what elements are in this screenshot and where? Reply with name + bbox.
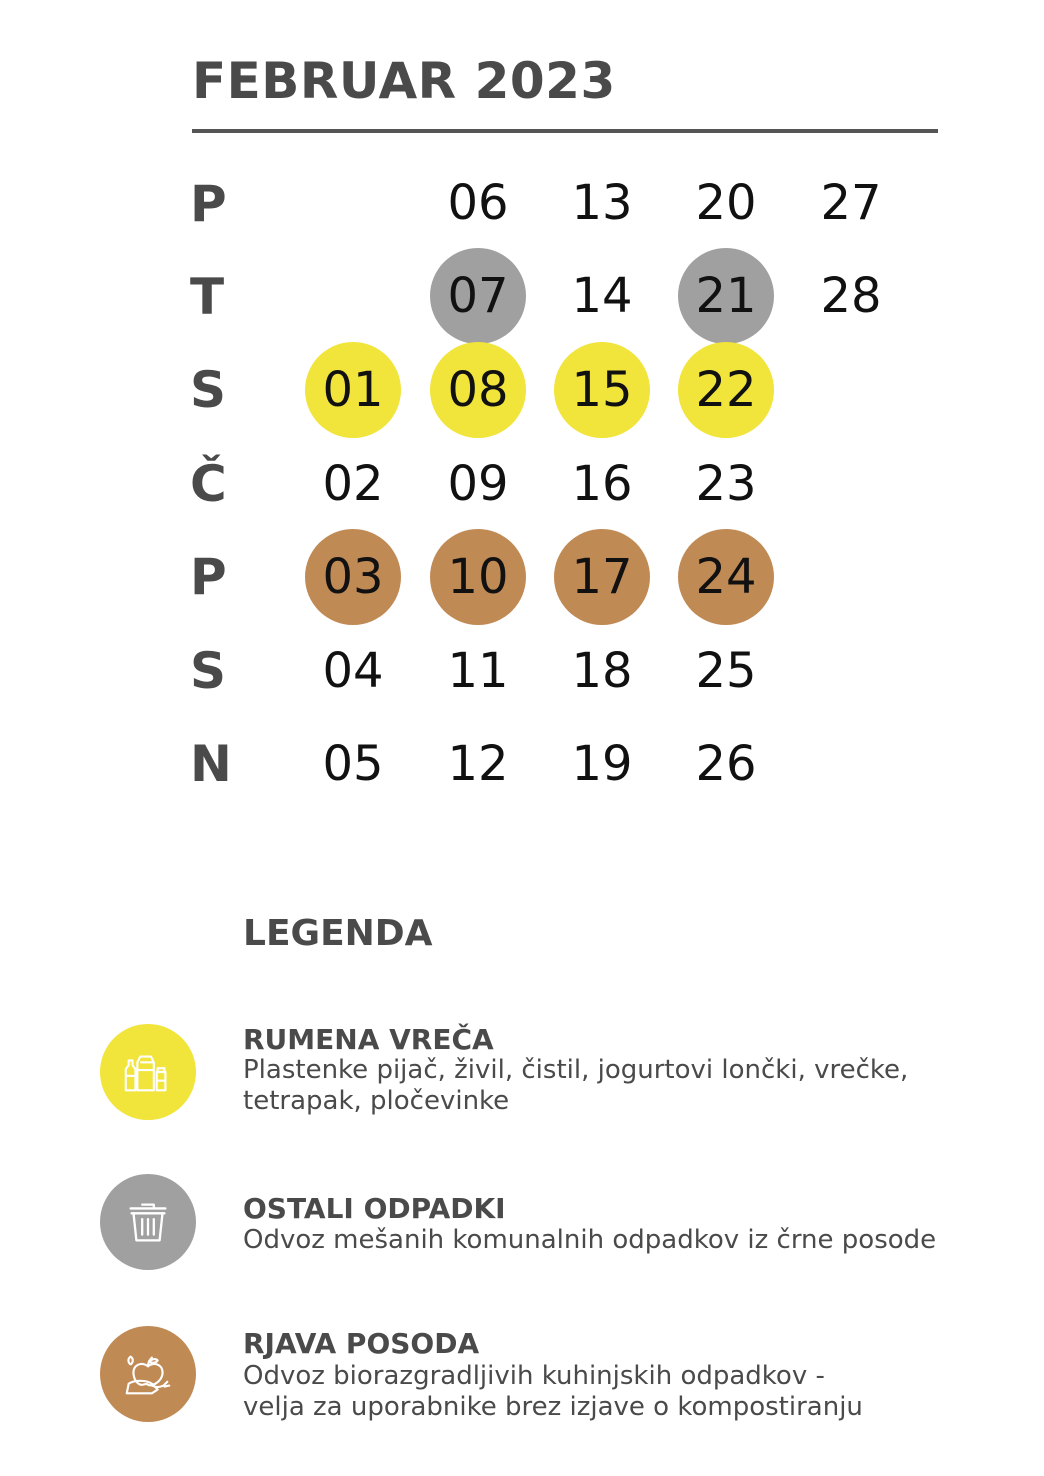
legend-yellow-name: RUMENA VREČA: [243, 1023, 494, 1056]
calendar-day-yellow: 08: [430, 342, 526, 438]
calendar-day: 11: [447, 643, 509, 699]
page-title: FEBRUAR 2023: [192, 52, 616, 110]
legend-brown-name: RJAVA POSODA: [243, 1327, 480, 1360]
calendar-day: 14: [571, 268, 633, 324]
legend-brown-badge: [100, 1326, 196, 1422]
weekday-label-sun: N: [190, 735, 232, 793]
calendar-day-brown: 17: [554, 529, 650, 625]
legend-title: LEGENDA: [243, 913, 433, 954]
legend-brown-line-1: Odvoz biorazgradljivih kuhinjskih odpadkov -: [243, 1361, 825, 1391]
weekday-label-thu: Č: [190, 455, 227, 513]
legend-yellow-description: [243, 1055, 963, 1117]
calendar-day-brown: 10: [430, 529, 526, 625]
legend-gray-line-1: Odvoz mešanih komunalnih odpadkov iz črne posode: [243, 1225, 937, 1255]
calendar-day-brown: 03: [305, 529, 401, 625]
calendar-day: 19: [571, 736, 633, 792]
calendar-day-gray: 21: [678, 248, 774, 344]
legend-gray-name: OSTALI ODPADKI: [243, 1192, 506, 1225]
calendar-day: 20: [695, 175, 757, 231]
food-waste-icon: [119, 1345, 177, 1403]
legend-yellow-line-2: tetrapak, pločevinke: [243, 1086, 510, 1116]
title-divider: [192, 129, 938, 133]
calendar-day: 13: [571, 175, 633, 231]
weekday-label-tue: T: [190, 268, 225, 326]
calendar-day: 05: [322, 736, 384, 792]
legend-brown-description: [243, 1361, 963, 1423]
trash-bin-icon: [119, 1193, 177, 1251]
calendar-day: 06: [447, 175, 509, 231]
calendar-day-gray: 07: [430, 248, 526, 344]
weekday-label-sat: S: [190, 642, 227, 700]
weekday-label-fri: P: [190, 548, 227, 606]
legend-yellow-line-1: Plastenke pijač, živil, čistil, jogurtovi lončki, vrečke,: [243, 1055, 909, 1085]
calendar-day: 27: [820, 175, 882, 231]
calendar-day-yellow: 22: [678, 342, 774, 438]
weekday-label-wed: S: [190, 361, 227, 419]
calendar-day-brown: 24: [678, 529, 774, 625]
calendar-day: 23: [695, 456, 757, 512]
calendar-day: 25: [695, 643, 757, 699]
calendar-day-yellow: 01: [305, 342, 401, 438]
legend-gray-description: [243, 1225, 963, 1256]
legend-yellow-badge: [100, 1024, 196, 1120]
calendar-day: 12: [447, 736, 509, 792]
calendar-day: 02: [322, 456, 384, 512]
legend-gray-badge: [100, 1174, 196, 1270]
calendar-day: 18: [571, 643, 633, 699]
calendar-day: 09: [447, 456, 509, 512]
calendar-day: 16: [571, 456, 633, 512]
legend-brown-line-2: velja za uporabnike brez izjave o kompostiranju: [243, 1392, 863, 1422]
bottles-icon: [119, 1043, 177, 1101]
calendar-day: 26: [695, 736, 757, 792]
calendar-day: 28: [820, 268, 882, 324]
calendar-day: 04: [322, 643, 384, 699]
calendar-day-yellow: 15: [554, 342, 650, 438]
weekday-label-mon: P: [190, 175, 227, 233]
